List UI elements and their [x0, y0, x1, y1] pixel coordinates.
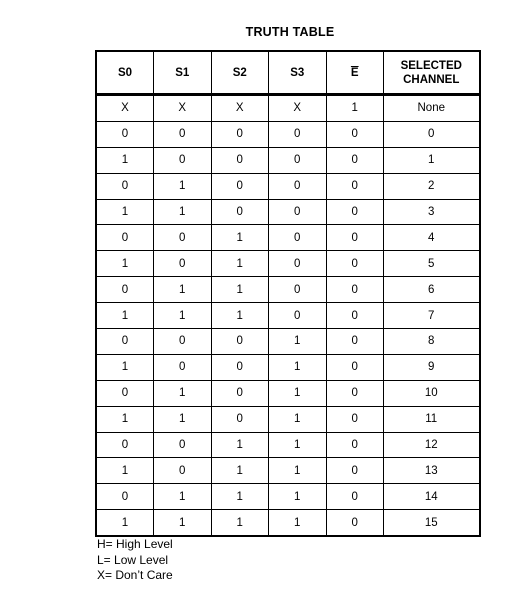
table-cell: 0: [211, 121, 269, 147]
table-cell: 0: [326, 510, 384, 536]
table-cell: 0: [326, 303, 384, 329]
table-cell: 1: [154, 277, 212, 303]
table-cell: 0: [154, 251, 212, 277]
table-cell: 0: [326, 380, 384, 406]
table-cell: 1: [96, 458, 154, 484]
table-cell: 0: [326, 199, 384, 225]
header-row: [96, 51, 480, 95]
table-row: [96, 380, 480, 406]
table-row: [96, 225, 480, 251]
table-cell: 1: [154, 380, 212, 406]
table-cell: 0: [269, 173, 327, 199]
table-cell: 1: [154, 510, 212, 536]
table-cell: 0: [326, 484, 384, 510]
table-cell: 0: [326, 354, 384, 380]
table-cell: 3: [384, 199, 480, 225]
table-cell: 0: [96, 121, 154, 147]
table-cell: 0: [326, 277, 384, 303]
table-cell: 1: [211, 458, 269, 484]
table-row: [96, 432, 480, 458]
table-row: [96, 510, 480, 536]
table-cell: 0: [211, 329, 269, 355]
table-cell: 0: [269, 121, 327, 147]
header-enable: [326, 51, 384, 95]
table-cell: 0: [326, 432, 384, 458]
table-cell: 5: [384, 251, 480, 277]
table-row: [96, 277, 480, 303]
table-cell: 1: [211, 251, 269, 277]
legend-dont-care: X= Don’t Care: [97, 568, 173, 582]
table-cell: 1: [154, 173, 212, 199]
table-row: [96, 329, 480, 355]
table-cell: 1: [154, 406, 212, 432]
table-cell: 1: [96, 303, 154, 329]
table-cell: 1: [96, 406, 154, 432]
header-enable-label: $\overline{E}$: [350, 66, 359, 79]
table-cell: X: [96, 95, 154, 122]
table-cell: 6: [384, 277, 480, 303]
table-cell: 0: [326, 251, 384, 277]
table-cell: X: [154, 95, 212, 122]
table-cell: 1: [326, 95, 384, 122]
header-s2: S2: [211, 51, 269, 95]
table-cell: 0: [326, 173, 384, 199]
table-cell: 0: [326, 458, 384, 484]
table-cell: 10: [384, 380, 480, 406]
table-cell: 0: [154, 225, 212, 251]
table-cell: 0: [326, 406, 384, 432]
table-row: [96, 406, 480, 432]
table-cell: 0: [269, 277, 327, 303]
legend-low-level: L= Low Level: [97, 552, 169, 567]
table-cell: 0: [211, 406, 269, 432]
table-cell: 11: [384, 406, 480, 432]
table-row: [96, 173, 480, 199]
table-cell: 1: [269, 484, 327, 510]
table-cell: 0: [154, 432, 212, 458]
table-cell: 0: [154, 329, 212, 355]
table-cell: 1: [211, 484, 269, 510]
table-cell: 1: [154, 303, 212, 329]
table-cell: 1: [269, 380, 327, 406]
table-cell: 1: [96, 354, 154, 380]
table-cell: 1: [211, 225, 269, 251]
table-cell: 0: [154, 121, 212, 147]
table-cell: 0: [269, 303, 327, 329]
table-cell: 1: [211, 303, 269, 329]
table-cell: 0: [269, 199, 327, 225]
table-cell: 1: [96, 510, 154, 536]
table-cell: 0: [96, 277, 154, 303]
header-s0: S0: [96, 51, 154, 95]
table-cell: 0: [326, 147, 384, 173]
table-cell: 8: [384, 329, 480, 355]
table-cell: 0: [269, 251, 327, 277]
table-cell: 0: [96, 329, 154, 355]
table-cell: 1: [269, 432, 327, 458]
table-cell: 0: [154, 147, 212, 173]
table-cell: 0: [326, 329, 384, 355]
table-cell: 0: [211, 380, 269, 406]
header-s3: S3: [269, 51, 327, 95]
table-cell: 4: [384, 225, 480, 251]
table-cell: 0: [96, 432, 154, 458]
table-cell: 1: [211, 277, 269, 303]
table-cell: 14: [384, 484, 480, 510]
table-cell: X: [269, 95, 327, 122]
table-row: [96, 121, 480, 147]
table-row: [96, 303, 480, 329]
table-cell: 1: [269, 354, 327, 380]
table-cell: 1: [269, 458, 327, 484]
table-cell: 1: [154, 484, 212, 510]
table-cell: 0: [211, 147, 269, 173]
table-cell: 0: [384, 121, 480, 147]
table-cell: 15: [384, 510, 480, 536]
table-cell: 0: [211, 173, 269, 199]
table-cell: 1: [96, 199, 154, 225]
table-cell: 0: [154, 354, 212, 380]
table-cell: 0: [211, 354, 269, 380]
header-s1: S1: [154, 51, 212, 95]
table-cell: 7: [384, 303, 480, 329]
table-cell: 0: [211, 199, 269, 225]
table-cell: 2: [384, 173, 480, 199]
table-row: [96, 484, 480, 510]
table-cell: 0: [154, 458, 212, 484]
table-cell: 1: [154, 199, 212, 225]
table-cell: 1: [384, 147, 480, 173]
table-cell: 1: [211, 510, 269, 536]
table-cell: 12: [384, 432, 480, 458]
table-row: [96, 354, 480, 380]
table-cell: 13: [384, 458, 480, 484]
table-cell: 0: [269, 147, 327, 173]
table-cell: 0: [96, 173, 154, 199]
table-row: [96, 147, 480, 173]
table-row: [96, 95, 480, 122]
truth-table: [95, 50, 481, 537]
table-cell: 0: [326, 225, 384, 251]
header-selected-channel: SELECTED CHANNEL: [384, 51, 480, 95]
table-cell: 0: [326, 121, 384, 147]
table-cell: 1: [269, 510, 327, 536]
table-title: TRUTH TABLE: [245, 25, 335, 39]
table-cell: 0: [96, 380, 154, 406]
table-cell: 0: [269, 225, 327, 251]
table-cell: X: [211, 95, 269, 122]
table-cell: 9: [384, 354, 480, 380]
table-cell: 0: [96, 225, 154, 251]
table-body: [96, 95, 480, 537]
table-row: [96, 251, 480, 277]
legend: [97, 537, 173, 584]
table-cell: 1: [269, 406, 327, 432]
legend-high-level: H= High Level: [97, 537, 173, 551]
table-row: [96, 458, 480, 484]
table-cell: 1: [96, 251, 154, 277]
table-cell: 1: [269, 329, 327, 355]
table-cell: None: [384, 95, 480, 122]
table-cell: 0: [96, 484, 154, 510]
table-cell: 1: [211, 432, 269, 458]
table-cell: 1: [96, 147, 154, 173]
table-row: [96, 199, 480, 225]
